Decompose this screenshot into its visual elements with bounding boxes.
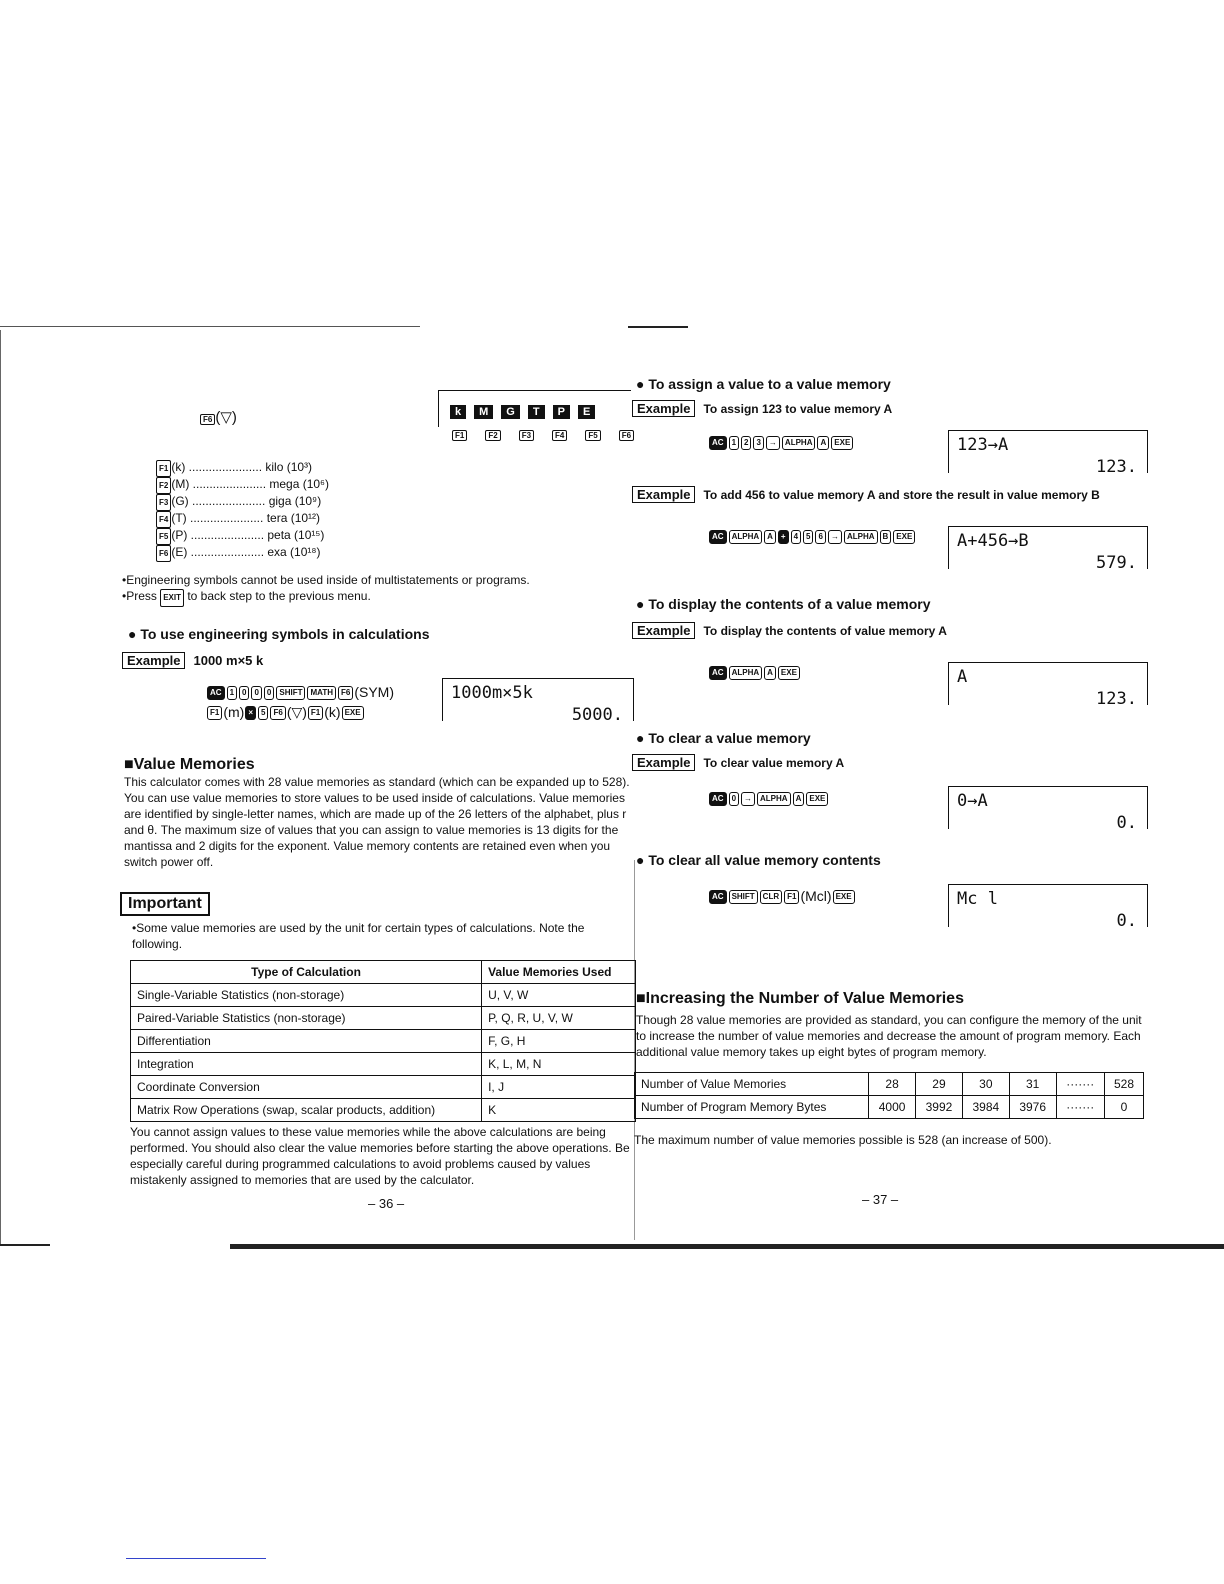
footer-link-line <box>126 1558 266 1559</box>
key-seq-display: AC ALPHA A EXE <box>708 664 801 680</box>
note-multistatements: •Engineering symbols cannot be used inside of multistatements or programs. <box>122 573 530 587</box>
memory-bytes-table <box>634 1072 1144 1119</box>
heading-clear-all: ● To clear all value memory contents <box>636 852 881 868</box>
display-add: A+456→B 579. <box>948 526 1148 569</box>
display-clear-all: Mc l 0. <box>948 884 1148 927</box>
heading-eng-symbols: ● To use engineering symbols in calculations <box>128 626 430 642</box>
key-seq-add: AC ALPHA A + 4 5 6 → ALPHA B EXE <box>708 528 916 544</box>
eng-item: F2 (M) ...................... mega (10⁶) <box>156 477 329 494</box>
example-eng: Example 1000 m×5 k <box>122 652 263 669</box>
eng-symbol-menu <box>446 402 599 420</box>
menu-P: P <box>553 405 570 419</box>
display-show: A 123. <box>948 662 1148 705</box>
key-seq-clear: AC 0 → ALPHA A EXE <box>708 790 829 806</box>
table-row: Matrix Row Operations (swap, scalar products, addition) K <box>131 1099 636 1122</box>
closing-paragraph: You cannot assign values to these value memories while the above calculations are being performed. You should also clear the value memories before starting the above operations. Be especially careful during programmed calculations to avoid problems caused by values mistakenly assigned to memories that are used by the calculator. <box>130 1125 630 1187</box>
eng-item: F4 (T) ...................... tera (10¹²) <box>156 511 329 528</box>
left-margin-line <box>0 330 1 1245</box>
example-add: Example To add 456 to value memory A and store the result in value memory B <box>632 486 1100 503</box>
increasing-body: Though 28 value memories are provided as standard, you can configure the memory of the unit to increase the number of value memories and decrease the amount of program memory. Each additional value memory takes up eight bytes of program memory. <box>636 1013 1142 1059</box>
table-row: Differentiation F, G, H <box>131 1030 636 1053</box>
eng-item: F5 (P) ...................... peta (10¹⁵) <box>156 528 329 545</box>
key-seq-assign: AC 1 2 3 → ALPHA A EXE <box>708 434 854 450</box>
note-exit: •Press EXIT to back step to the previous menu. <box>122 588 371 607</box>
table-row: Single-Variable Statistics (non-storage) U, V, W <box>131 984 636 1007</box>
table-row: Paired-Variable Statistics (non-storage) P, Q, R, U, V, W <box>131 1007 636 1030</box>
menu-M: M <box>474 405 493 419</box>
eng-item: F1 (k) ...................... kilo (10³) <box>156 460 329 477</box>
key-sequence-2: F1 (m) × 5 F6 (▽) F1 (k) EXE <box>206 704 365 721</box>
menu-E: E <box>578 405 595 419</box>
heading-value-memories: ■Value Memories <box>124 756 255 773</box>
key-seq-clear-all: AC SHIFT CLR F1 (Mcl) EXE <box>708 888 856 904</box>
page-number-37: – 37 – <box>862 1192 899 1207</box>
heading-increasing: ■Increasing the Number of Value Memories <box>636 990 964 1007</box>
memory-usage-table <box>130 960 636 1122</box>
f6-key: F6 <box>200 414 215 425</box>
important-box: Important <box>120 892 210 916</box>
heading-display: ● To display the contents of a value memory <box>636 596 931 612</box>
table-row: Number of Program Memory Bytes 4000 3992 3984 3976 ······· 0 <box>635 1096 1144 1119</box>
important-note: •Some value memories are used by the unit for certain types of calculations. Note the following. <box>132 921 585 951</box>
heading-assign: ● To assign a value to a value memory <box>636 376 891 392</box>
table-row: Coordinate Conversion I, J <box>131 1076 636 1099</box>
menu-T: T <box>528 405 545 419</box>
eng-symbol-list <box>156 460 329 562</box>
display-clear: 0→A 0. <box>948 786 1148 829</box>
f6-down-label: F6 (▽) <box>200 408 237 426</box>
bottom-rule-left <box>0 1244 50 1246</box>
max-note: The maximum number of value memories possible is 528 (an increase of 500). <box>634 1133 1052 1147</box>
display-assign: 123→A 123. <box>948 430 1148 473</box>
eng-item: F3 (G) ...................... giga (10⁹) <box>156 494 329 511</box>
table-header-row: Type of Calculation Value Memories Used <box>131 961 636 984</box>
exit-key: EXIT <box>160 589 184 607</box>
bottom-rule <box>230 1244 1224 1249</box>
table-row: Number of Value Memories 28 29 30 31 ······· 528 <box>635 1073 1144 1096</box>
page-number-36: – 36 – <box>368 1196 405 1211</box>
value-memories-body: This calculator comes with 28 value memories as standard (which can be expanded up to 528). You can use value memories to store values to be used inside of calculations. Value memories are identified by single-letter names, which are made up of the 26 letters of the alphabet, plus r and θ. The maximum size of values that you can assign to value memories is 13 digits for the mantissa and 2 digits for the exponent. Value memory contents are retained even when you switch power off. <box>124 775 630 869</box>
top-rule-right <box>628 326 688 328</box>
top-rule-left <box>0 326 420 327</box>
fkey-row: F1 F2 F3 F4 F5 F6 <box>452 430 634 441</box>
eng-item: F6 (E) ...................... exa (10¹⁸) <box>156 545 329 562</box>
table-row: Integration K, L, M, N <box>131 1053 636 1076</box>
display-eng: 1000m×5k 5000. <box>442 678 634 721</box>
example-assign: Example To assign 123 to value memory A <box>632 400 892 417</box>
heading-clear: ● To clear a value memory <box>636 730 811 746</box>
key-sequence-1: AC 1 0 0 0 SHIFT MATH F6 (SYM) <box>206 684 394 700</box>
menu-k: k <box>450 405 466 419</box>
example-clear: Example To clear value memory A <box>632 754 844 771</box>
example-display: Example To display the contents of value memory A <box>632 622 947 639</box>
menu-G: G <box>501 405 520 419</box>
